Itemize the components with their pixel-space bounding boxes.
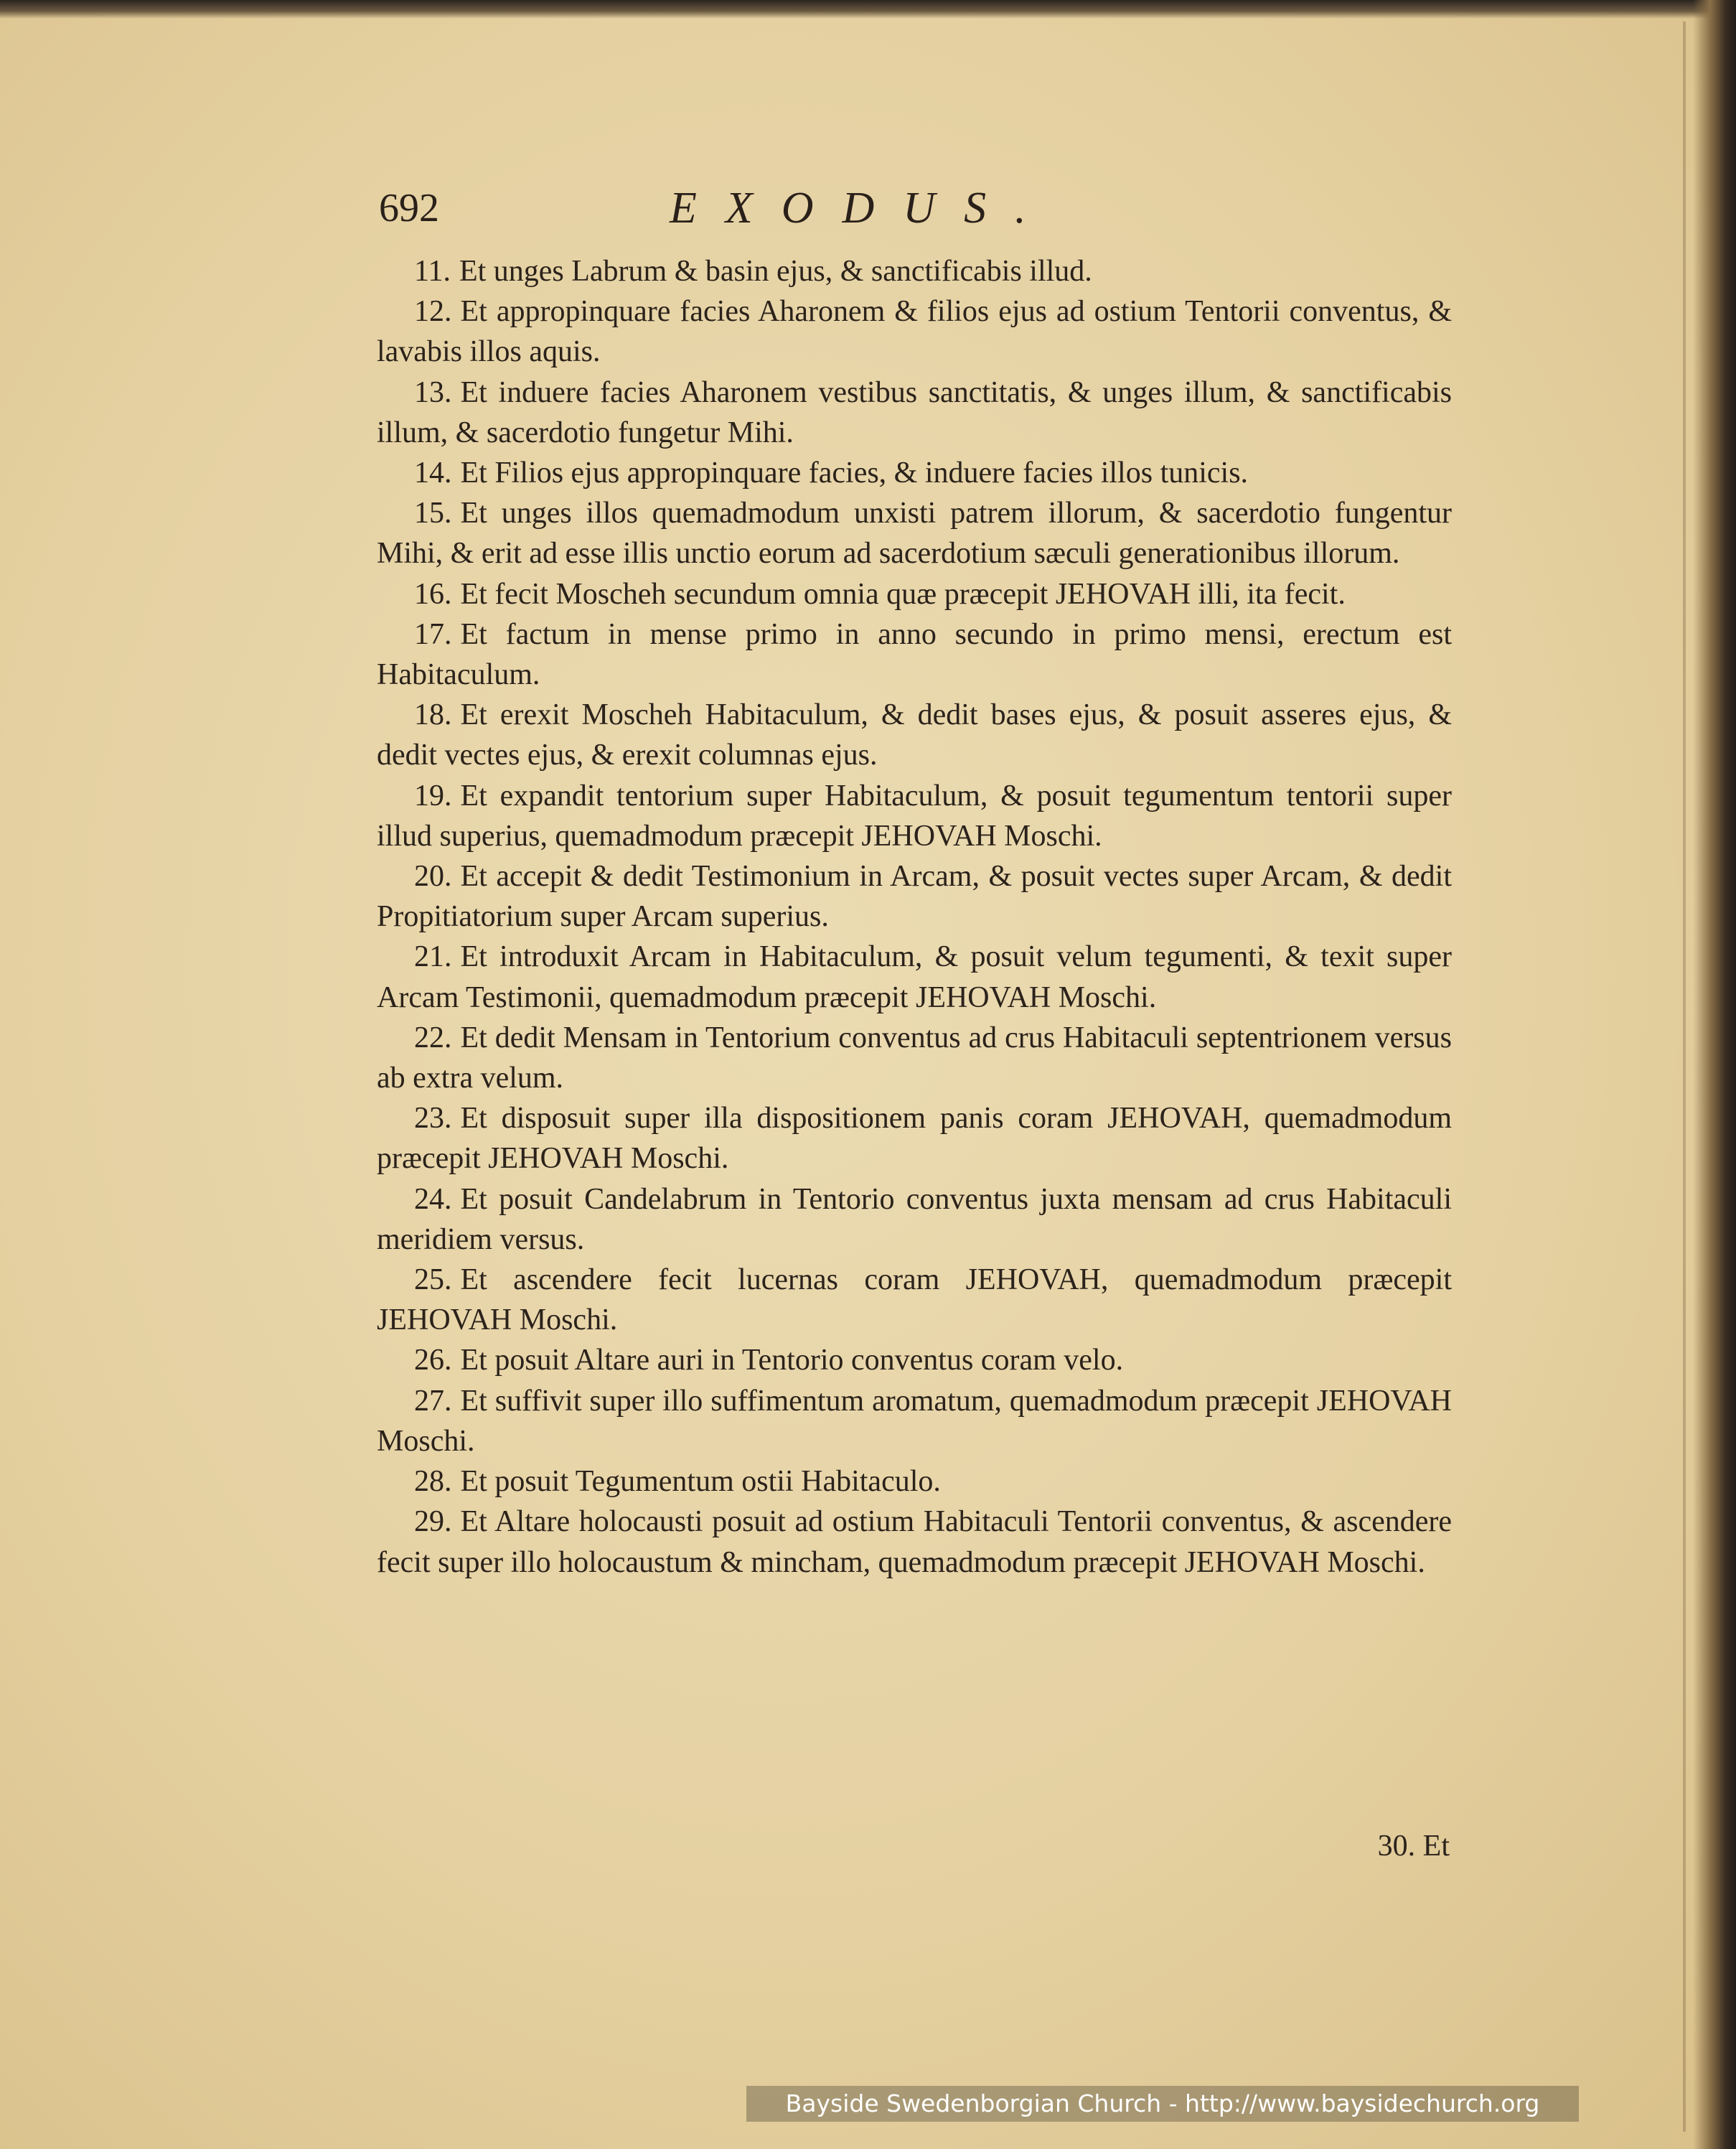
verse-text: Et unges illos quemadmodum unxisti patrem illorum, & sacerdotio fungentur Mihi, & erit ad esse illis unctio eorum ad sacerdotium sæculi generationibus illorum. xyxy=(377,497,1452,571)
verse xyxy=(377,251,1452,291)
verse-number: 26. xyxy=(414,1344,452,1377)
catchword: 30. Et xyxy=(1377,1830,1450,1863)
verse-number: 17. xyxy=(414,617,452,651)
verse-text: Et appropinquare facies Aharonem & filios ejus ad ostium Tentorii conventus, & lavabis illos aquis. xyxy=(377,295,1452,369)
verse xyxy=(377,453,1452,493)
verse-number: 29. xyxy=(414,1505,452,1539)
verse xyxy=(377,856,1452,937)
verse-number: 20. xyxy=(414,860,452,894)
verse-number: 24. xyxy=(414,1182,452,1216)
verse-text: Et dedit Mensam in Tentorium conventus ad crus Habitaculi septentrionem versus ab extra velum. xyxy=(377,1021,1452,1095)
verse-text: Et accepit & dedit Testimonium in Arcam, & posuit vectes super Arcam, & dedit Propitiatorium super Arcam superius. xyxy=(377,860,1452,934)
verse-number: 16. xyxy=(414,577,452,611)
page-fold-line xyxy=(1683,22,1686,2132)
verse-text: Et Filios ejus appropinquare facies, & induere facies illos tunicis. xyxy=(460,457,1249,490)
verse-number: 19. xyxy=(414,779,452,813)
verse-number: 13. xyxy=(414,375,452,409)
verse-number: 18. xyxy=(414,698,452,732)
verse-text: Et factum in mense primo in anno secundo in primo mensi, erectum est Habitaculum. xyxy=(377,617,1452,692)
verse xyxy=(377,1098,1452,1179)
verse xyxy=(377,493,1452,573)
verse-text: Et suffivit super illo suffimentum aromatum, quemadmodum præcepit JEHOVAH Moschi. xyxy=(377,1384,1452,1458)
verse xyxy=(377,291,1452,372)
page-top-shadow xyxy=(0,0,1736,19)
verse xyxy=(377,1340,1452,1380)
verse-number: 23. xyxy=(414,1102,452,1136)
verse xyxy=(377,1179,1452,1260)
verse xyxy=(377,776,1452,856)
verse xyxy=(377,1502,1452,1582)
verse-text: Et expandit tentorium super Habitaculum, & posuit tegumentum tentorii super illud superius, quemadmodum præcepit JEHOVAH Moschi. xyxy=(377,779,1452,853)
verse-text: Et fecit Moscheh secundum omnia quæ præcepit JEHOVAH illi, ita fecit. xyxy=(460,577,1346,611)
verse xyxy=(377,1381,1452,1461)
verse-text: Et Altare holocausti posuit ad ostium Habitaculi Tentorii conventus, & ascendere fecit super illo holocaustum & mincham, quemadmodum præcepit JEHOVAH Moschi. xyxy=(377,1505,1452,1579)
verse-text: Et posuit Altare auri in Tentorio conventus coram velo. xyxy=(460,1344,1124,1377)
verse xyxy=(377,373,1452,453)
verse xyxy=(377,1260,1452,1340)
watermark-text: Bayside Swedenborgian Church - http://www.baysidechurch.org xyxy=(746,2086,1579,2122)
verse xyxy=(377,695,1452,775)
verse-number: 28. xyxy=(414,1465,452,1499)
verse-number: 12. xyxy=(414,295,452,329)
verse xyxy=(377,1461,1452,1502)
verse-number: 27. xyxy=(414,1384,452,1418)
verse xyxy=(377,937,1452,1017)
page-number: 692 xyxy=(379,186,439,230)
page-right-edge xyxy=(1693,0,1736,2149)
verse-text: Et ascendere fecit lucernas coram JEHOVAH, quemadmodum præcepit JEHOVAH Moschi. xyxy=(377,1263,1452,1337)
verse-number: 14. xyxy=(414,457,452,490)
verse-number: 22. xyxy=(414,1021,452,1054)
verse-number: 21. xyxy=(414,940,452,974)
page-header xyxy=(379,179,1455,237)
verse-list xyxy=(377,251,1452,1583)
verse-number: 15. xyxy=(414,497,452,530)
verse-text: Et disposuit super illa dispositionem panis coram JEHOVAH, quemadmodum præcepit JEHOVAH Moschi. xyxy=(377,1102,1452,1176)
verse-text: Et unges Labrum & basin ejus, & sanctificabis illud. xyxy=(459,255,1092,288)
running-title: EXODUS. xyxy=(670,184,1055,233)
verse xyxy=(377,1018,1452,1098)
verse-number: 11. xyxy=(414,255,451,288)
verse-text: Et posuit Candelabrum in Tentorio conventus juxta mensam ad crus Habitaculi meridiem versus. xyxy=(377,1182,1452,1256)
verse xyxy=(377,574,1452,614)
verse xyxy=(377,614,1452,695)
verse-text: Et erexit Moscheh Habitaculum, & dedit bases ejus, & posuit asseres ejus, & dedit vectes ejus, & erexit columnas ejus. xyxy=(377,698,1452,772)
verse-text: Et induere facies Aharonem vestibus sanctitatis, & unges illum, & sanctificabis illum, & sacerdotio fungetur Mihi. xyxy=(377,375,1452,449)
verse-text: Et introduxit Arcam in Habitaculum, & posuit velum tegumenti, & texit super Arcam Testimonii, quemadmodum præcepit JEHOVAH Moschi. xyxy=(377,940,1452,1014)
verse-number: 25. xyxy=(414,1263,452,1297)
verse-text: Et posuit Tegumentum ostii Habitaculo. xyxy=(460,1465,941,1499)
